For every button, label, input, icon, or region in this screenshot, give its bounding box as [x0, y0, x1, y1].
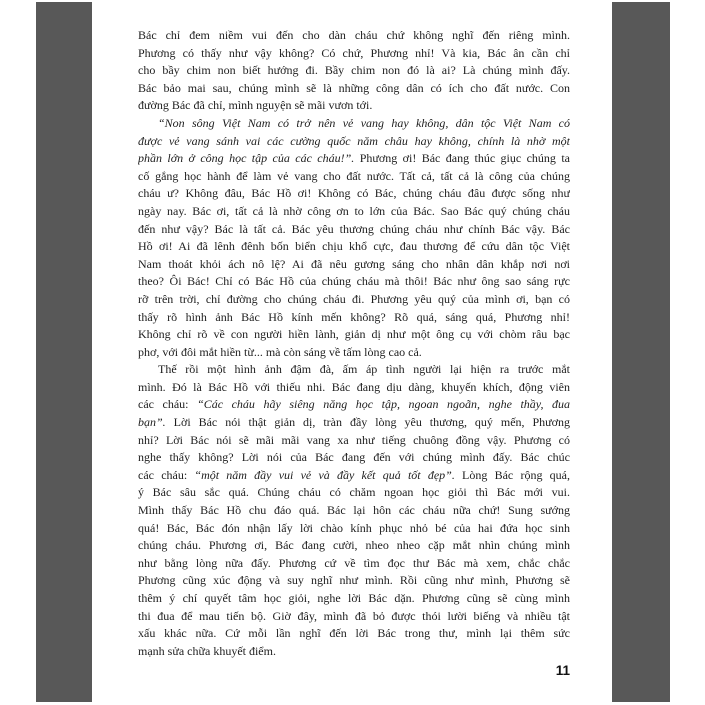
text-line	[138, 572, 570, 590]
text-line	[138, 185, 570, 203]
text-run: rỡ trên trời, chỉ đường cho chúng cháu đi. Phương yêu quý của mình ơi, bạn có	[138, 291, 570, 306]
text-run: Nam thoát khỏi ách nô lệ? Ai đã nêu gương sáng cho nhân dân khắp nơi nơi	[138, 256, 570, 271]
text-run: mình. Đó là Bác Hồ với thiếu nhi. Bác đang dịu dàng, khuyến khích, động viên	[138, 379, 570, 394]
text-line	[138, 115, 570, 133]
text-line	[138, 520, 570, 538]
text-run: Bác bảo mai sau, chúng mình sẽ là những công dân có ích cho đất nước. Con	[138, 80, 570, 95]
text-run: Phương cũng xúc động và suy nghĩ như mình. Rồi cũng như mình, Phương sẽ	[138, 573, 570, 588]
text-line	[138, 27, 570, 45]
text-run: Thế rồi một hình ảnh đậm đà, ấm áp tình người lại hiện ra trước mắt	[158, 362, 570, 377]
text-line	[138, 608, 570, 626]
text-run: Phương có thấy như vậy không? Có chứ, Phương nhỉ! Và kia, Bác ân cần chỉ	[138, 45, 570, 60]
text-run: Lời Bác nói thật giản dị, tràn đầy lòng yêu thương, quý mến, Phương	[165, 415, 570, 430]
text-run: Mình thấy Bác Hồ chu đáo quá. Bác lại hôn các cháu nữa chứ! Sung sướng	[138, 503, 570, 518]
text-line	[138, 432, 570, 450]
text-run: các cháu:	[138, 467, 195, 482]
text-line	[138, 168, 570, 186]
text-line	[138, 414, 570, 432]
text-run: cho bầy chim non biết hướng đi. Bầy chim non đó là ai? Là chúng mình đấy.	[138, 63, 570, 78]
text-line	[138, 45, 570, 63]
text-line	[138, 379, 570, 397]
text-line	[138, 537, 570, 555]
text-line	[138, 643, 570, 661]
text-run: chúng cháu. Phương ơi, Bác đang cười, nheo nheo cặp mắt nhìn chúng mình	[138, 538, 570, 553]
text-line	[138, 361, 570, 379]
text-line	[138, 97, 570, 115]
page-number: 11	[555, 663, 570, 678]
text-line	[138, 62, 570, 80]
text-run: cháu ư? Không đâu, Bác Hồ ơi! Không có Bác, chúng cháu đâu được sống như	[138, 186, 570, 201]
text-line	[138, 203, 570, 221]
italic-run: bạn”.	[138, 415, 166, 430]
text-line	[138, 502, 570, 520]
text-run: các cháu:	[138, 397, 198, 412]
text-line	[138, 309, 570, 327]
text-run: thêm ý chí quyết tâm học giỏi, nghe lời Bác dặn. Phương cũng sẽ cùng mình	[138, 591, 570, 605]
text-line	[138, 238, 570, 256]
text-run: nghe thấy không? Lời nói của Bác đang đến với chúng mình đấy. Bác chúc	[138, 450, 570, 465]
text-run: quá! Bác, Bác đón nhận lấy lời chào kính phục nhỏ bé của hai đứa học sinh	[138, 520, 570, 535]
italic-run: được vẻ vang sánh vai các cường quốc năm châu hay không, chính là nhờ một	[138, 133, 570, 148]
text-line	[138, 344, 570, 362]
text-run: thi đua để mau tiến bộ. Giờ đây, mình đã bỏ được thói lười biếng và nhiều tật	[138, 608, 570, 623]
text-run: Lòng Bác rộng quá,	[454, 467, 570, 482]
text-run: ngày nay. Bác ơi, tất cả là nhờ công ơn to lớn của Bác. Sao Bác quý chúng cháu	[138, 203, 570, 218]
text-run: mạnh sửa chữa khuyết điểm.	[138, 643, 276, 658]
text-run: ý Bác sâu sắc quá. Chúng cháu có chăm ngoan học giỏi thì Bác mới vui.	[138, 485, 570, 500]
text-line	[138, 326, 570, 344]
text-line	[138, 555, 570, 573]
italic-run: “Non sông Việt Nam có trở nên vẻ vang hay không, dân tộc Việt Nam có	[158, 115, 570, 130]
text-run: Phương ơi! Bác đang thúc giục chúng ta	[354, 151, 570, 166]
italic-run: phần lớn ở công học tập của các cháu!”.	[138, 151, 355, 166]
text-line	[138, 256, 570, 274]
book-edge-shadow-left	[36, 2, 92, 702]
italic-run: “một năm đầy vui vẻ và đầy kết quả tốt đẹp”.	[194, 467, 455, 482]
text-line	[138, 484, 570, 502]
text-run: thấy rõ hình ảnh Bác Hồ kính mến không? Rõ quá, sáng quá, Phương nhỉ!	[138, 309, 570, 324]
text-line	[138, 133, 570, 151]
text-line	[138, 221, 570, 239]
text-line	[138, 150, 570, 168]
text-run: đến như vậy? Bác là tất cả. Bác yêu thương chúng cháu như chính Bác vậy. Bác	[138, 221, 570, 236]
text-run: theo? Ôi Bác! Chỉ có Bác Hồ của chúng cháu mà thôi! Bác như ông sao sáng rực	[138, 274, 570, 289]
text-line	[138, 273, 570, 291]
text-run: xấu khác nữa. Cứ mỗi lần nghĩ đến lời Bác trong thư, mình lại thêm sức	[138, 626, 570, 641]
book-edge-shadow-right	[612, 2, 670, 702]
text-run: Bác chỉ đem niềm vui đến cho dàn cháu chứ không nghĩ đến riêng mình.	[138, 28, 570, 42]
text-line	[138, 396, 570, 414]
text-run: Hồ ơi! Ai đã lênh đênh bốn biển chịu khổ cực, đau thương để cứu dân tộc Việt	[138, 239, 570, 254]
text-line	[138, 291, 570, 309]
text-line	[138, 467, 570, 485]
text-run: phơ, với đôi mắt hiền từ... mà còn sáng về tấm lòng cao cả.	[138, 344, 422, 359]
text-line	[138, 625, 570, 643]
italic-run: “Các cháu hãy siêng năng học tập, ngoan ngoãn, nghe thầy, đua	[197, 397, 570, 412]
text-run: như bằng lòng nữa đấy. Phương cứ về tìm đọc thư Bác mà xem, chắc chắc	[138, 555, 570, 570]
text-block	[138, 27, 570, 660]
text-run: đường Bác đã chỉ, mình nguyện sẽ mãi vươn tới.	[138, 98, 373, 113]
text-line	[138, 590, 570, 608]
text-run: Không chỉ rõ về con người hiền lành, giản dị như một ông cụ với chòm râu bạc	[138, 327, 570, 342]
text-line	[138, 80, 570, 98]
text-line	[138, 449, 570, 467]
text-run: cố gắng học hành để làm vẻ vang cho đất nước. Tất cả, tất cả là công của chúng	[138, 168, 570, 183]
text-run: nhỉ? Lời Bác nói sẽ mãi mãi vang xa như tiếng chuông đồng vậy. Phương có	[138, 432, 570, 447]
